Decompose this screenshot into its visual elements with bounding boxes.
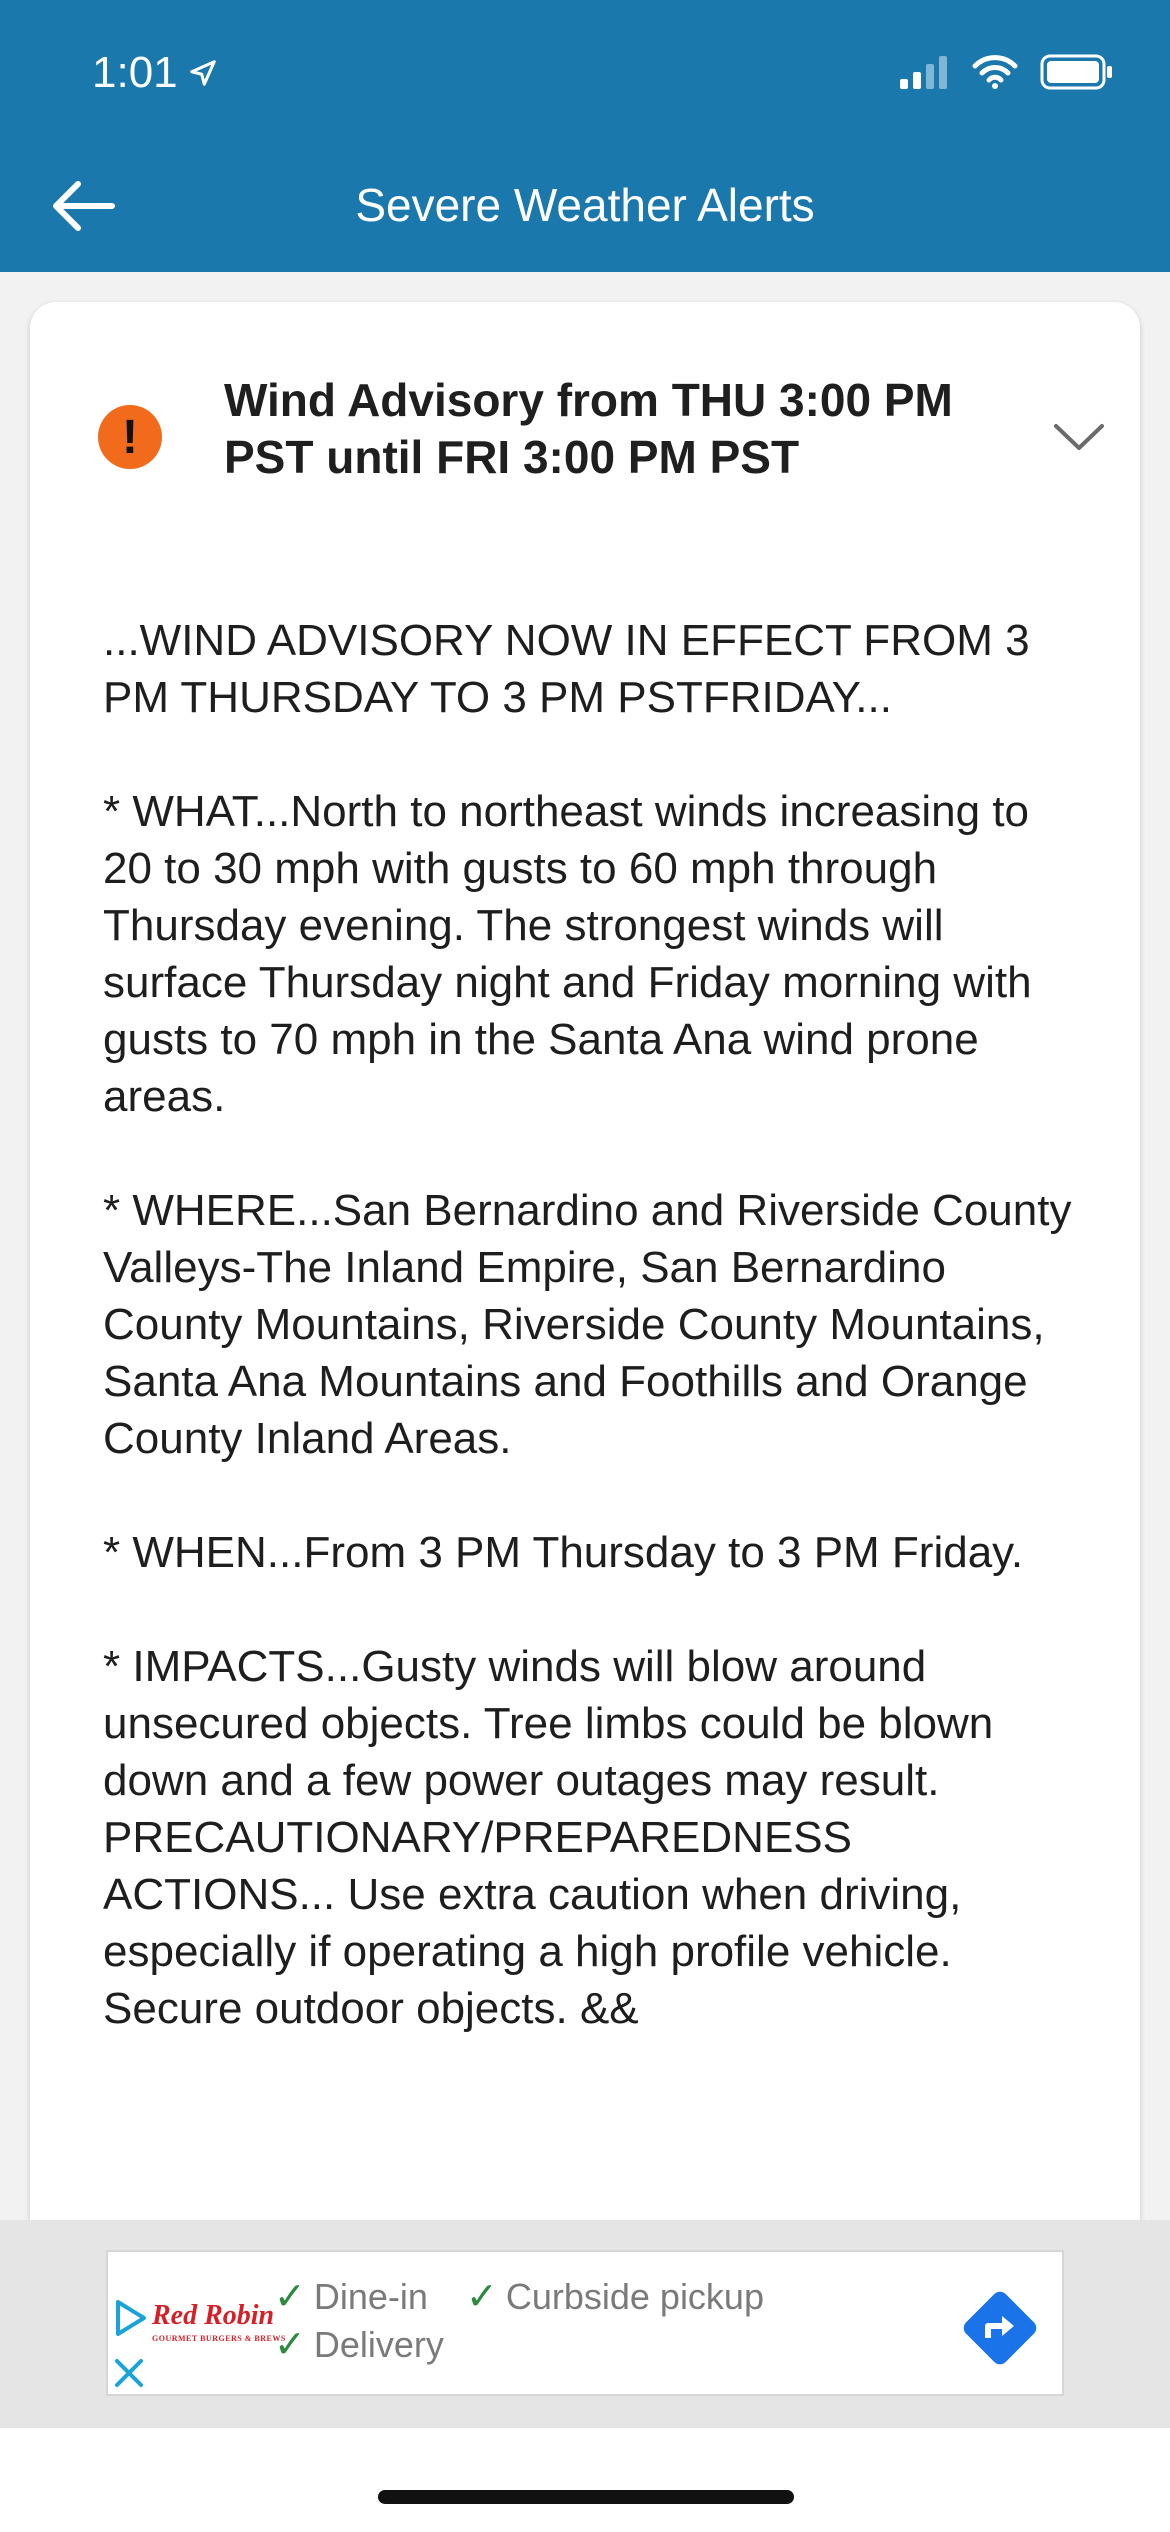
alert-title: Wind Advisory from THU 3:00 PM PST until FRI 3:00 PM PST: [224, 374, 953, 483]
chevron-down-icon[interactable]: [1052, 418, 1106, 454]
alert-paragraph-headline: ...WIND ADVISORY NOW IN EFFECT FROM 3 PM THURSDAY TO 3 PM PSTFRIDAY...: [103, 616, 1030, 722]
home-indicator[interactable]: [378, 2490, 794, 2504]
alert-paragraph-where: * WHERE...San Bernardino and Riverside County Valleys-The Inland Empire, San Bernardino County Mountains, Riverside County Mountains, Santa Ana Mountains and Foothills and Orange County Inland Areas.: [103, 1186, 1072, 1463]
ad-feature-label: Curbside pickup: [505, 2275, 764, 2317]
ad-feature-label: Delivery: [313, 2323, 444, 2365]
status-time: [92, 48, 218, 98]
red-robin-logo: [152, 2300, 286, 2343]
location-arrow-icon: [188, 58, 218, 88]
battery-icon: [1040, 54, 1114, 90]
check-icon: ✓: [274, 2276, 306, 2318]
ad-feature-dine-in: [274, 2274, 428, 2319]
alert-paragraph-what: * WHAT...North to northeast winds increasing to 20 to 30 mph with gusts to 60 mph through Thursday evening. The strongest winds will surface Thursday night and Friday morning with gusts to 70 mph in the Santa Ana wind prone areas.: [103, 787, 1032, 1121]
ad-banner[interactable]: [106, 2250, 1064, 2396]
alert-description: [103, 612, 1083, 2094]
ad-feature-delivery: [274, 2322, 444, 2367]
ad-brand-name: Red Robin: [152, 2300, 275, 2331]
adchoices-icon[interactable]: [112, 2298, 148, 2338]
ad-brand-tagline: GOURMET BURGERS & BREWS: [152, 2334, 286, 2343]
alert-paragraph-impacts: * IMPACTS...Gusty winds will blow around unsecured objects. Tree limbs could be blown down and a few power outages may result. PRECAUTIONARY/PREPAREDNESS ACTIONS... Use extra caution when driving, especially if operating a high profile vehicle. Secure outdoor objects. &&: [103, 1642, 994, 2033]
wifi-icon: [972, 55, 1018, 89]
status-icons: [898, 54, 1114, 90]
status-time-text: 1:01: [92, 48, 178, 97]
check-icon: ✓: [466, 2276, 498, 2318]
alert-warning-icon: !: [98, 405, 162, 469]
app-header: [0, 0, 1170, 272]
check-icon: ✓: [274, 2324, 306, 2366]
page-title: Severe Weather Alerts: [355, 179, 815, 231]
cellular-signal-icon: [898, 55, 950, 89]
directions-icon[interactable]: [958, 2286, 1042, 2370]
ad-feature-label: Dine-in: [313, 2275, 428, 2317]
ad-feature-curbside: [466, 2274, 764, 2319]
close-icon[interactable]: [112, 2356, 146, 2390]
alert-paragraph-when: * WHEN...From 3 PM Thursday to 3 PM Friday.: [103, 1528, 1024, 1577]
